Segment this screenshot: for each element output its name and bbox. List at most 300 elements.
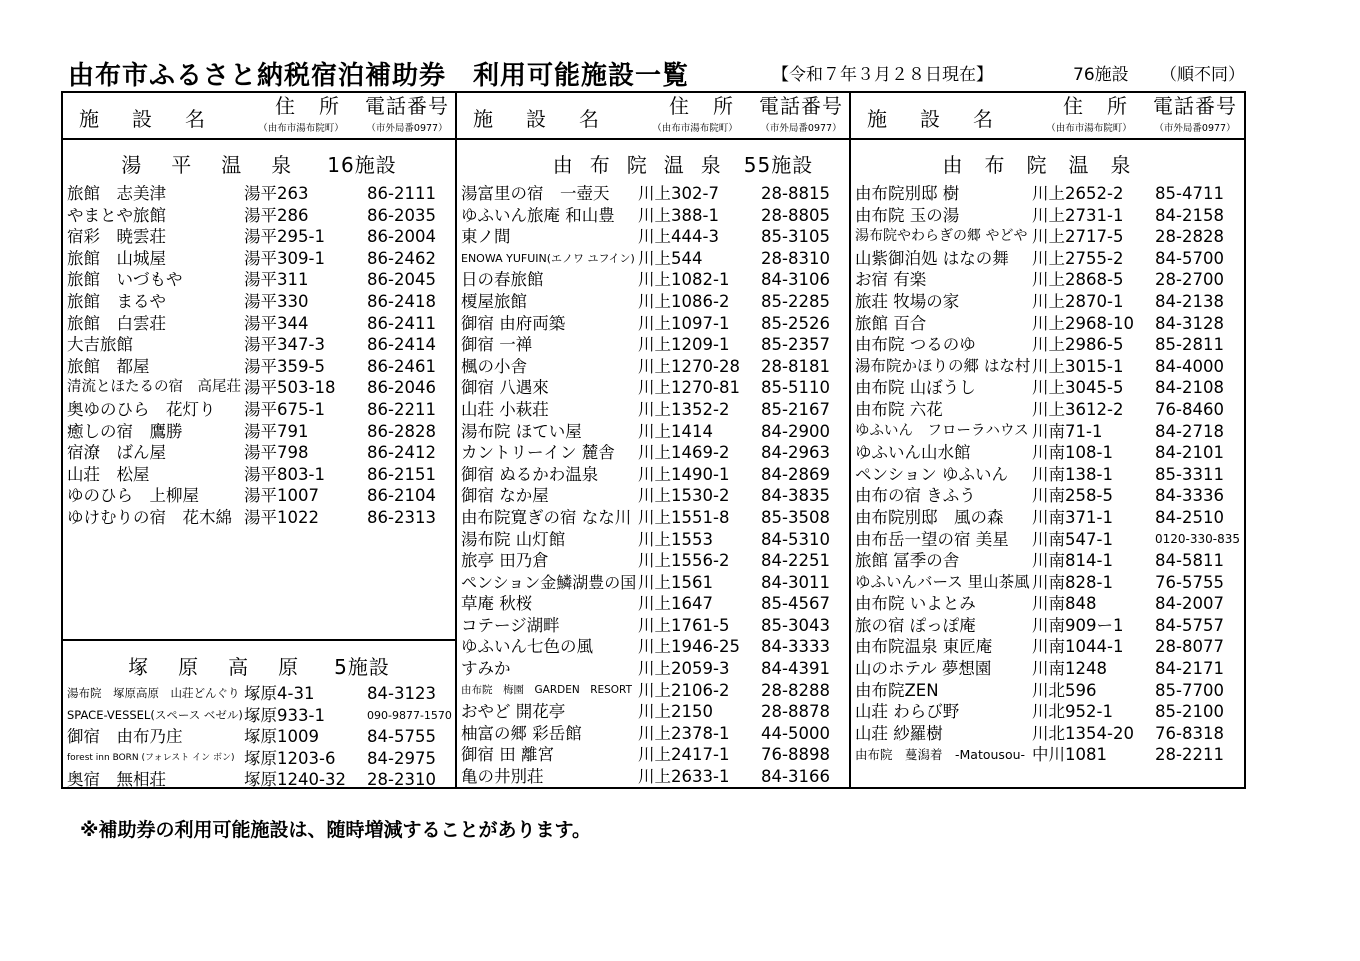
facility-name: 山荘 松屋 [67,464,150,484]
facility-name: ペンション金鱗湖豊の国 [461,572,637,592]
facility-address: 湯平1022 [244,507,319,527]
facility-phone: 84-4000 [1155,356,1224,376]
facility-name: 癒しの宿 鷹勝 [67,421,183,441]
facility-address: 川上2106-2 [638,680,730,700]
facility-phone: 28-2310 [367,770,436,790]
facility-name: 由布院寛ぎの宿 なな川 [461,507,632,527]
facility-address: 川南1248 [1032,659,1107,679]
facility-row [63,291,455,313]
facility-row [457,464,849,486]
facility-phone: 28-8077 [1155,637,1224,657]
facility-phone: 84-2869 [761,464,830,484]
facility-row [63,183,455,205]
header-name: 施設名 [79,107,238,131]
facility-phone: 84-5755 [367,727,436,747]
header-address-sub: （由布市湯布院町） [652,123,738,134]
facility-address: 湯平330 [244,291,309,311]
facility-name: 草庵 秋桜 [461,594,533,614]
facility-address: 川上2652-2 [1032,184,1124,203]
header-phone-sub: （市外局番0977） [760,123,842,134]
facility-row [851,421,1244,443]
facility-row [63,269,455,291]
header-phone-label: 電話番号 [759,94,843,118]
facility-row [457,701,849,723]
facility-phone: 85-3105 [761,227,830,247]
facility-row [63,248,455,270]
facility-row [851,248,1244,270]
facility-phone: 28-8815 [761,184,830,203]
facility-name: 奥宿 無相荘 [67,770,166,790]
facility-address: 塚原1009 [244,727,319,747]
facility-row [851,334,1244,356]
facility-name: 湯布院 ほてい屋 [461,421,582,441]
facility-row [63,507,455,529]
facility-phone: 85-2811 [1155,335,1224,355]
facility-name: 御宿 なか屋 [461,486,549,506]
facility-phone: 84-2101 [1155,443,1224,463]
facility-phone: 84-3128 [1155,313,1224,333]
facility-phone: 28-8181 [761,356,830,376]
facility-address: 湯平359-5 [244,356,325,376]
facility-name: 山荘 小萩荘 [461,399,549,419]
facility-row [851,226,1244,248]
facility-row [851,701,1244,723]
facility-name: ゆふいん七色の風 [461,637,593,657]
facility-name: 旅館 白雲荘 [67,313,166,333]
facility-phone: 86-2211 [367,399,436,419]
header-address [1039,94,1151,134]
as-of-date: 【令和７年３月２８日現在】 [772,65,993,85]
facility-name: 奥ゆのひら 花灯り [67,399,216,419]
facility-phone: 76-8898 [761,745,830,765]
facility-row [851,529,1244,551]
facility-address: 塚原4-31 [244,684,315,703]
facility-name: SPACE-VESSEL(スペース ベゼル) [67,707,243,722]
facility-address: 川南258-5 [1032,486,1113,506]
section-name: 由布院温泉 [552,153,738,177]
facility-address: 湯平311 [244,270,309,290]
header-phone-label: 電話番号 [365,94,449,118]
facility-address: 川上544 [638,248,703,268]
facility-phone: 86-2111 [367,184,436,203]
facility-row [457,291,849,313]
facility-row [851,572,1244,594]
header-phone [753,94,849,134]
facility-phone: 84-2158 [1155,205,1224,225]
facility-name: 御宿 一禅 [461,335,533,355]
facility-name: 旅館 百合 [855,313,927,333]
header-address [251,94,363,134]
section-title-tsukahara [63,651,455,680]
facility-address: 川南828-1 [1032,572,1113,592]
facility-row [457,572,849,594]
column-header [851,93,1244,140]
facility-phone: 86-2046 [367,378,436,398]
facility-address: 川上2755-2 [1032,248,1124,268]
column-3 [851,93,1244,787]
facility-name: 清流とほたるの宿 高尾荘 [67,379,241,396]
facility-name: 由布院 梅園 GARDEN RESORT [461,683,632,696]
facility-address: 川上1352-2 [638,399,730,419]
facility-name: 東ノ間 [461,227,511,247]
facility-phone: 28-2211 [1155,745,1224,765]
facility-phone: 84-2171 [1155,659,1224,679]
facility-address: 川上2731-1 [1032,205,1124,225]
facility-name: 大吉旅館 [67,335,133,355]
facility-address: 川上1647 [638,594,713,614]
facility-phone: 76-5755 [1155,572,1224,592]
facility-row [457,269,849,291]
facility-phone: 84-2108 [1155,378,1224,398]
facility-row [457,442,849,464]
section-count: 5施設 [334,655,390,679]
facility-name: ゆのひら 上柳屋 [67,486,199,506]
facility-row [63,399,455,421]
facility-row [63,485,455,507]
facility-address: 川南371-1 [1032,507,1113,527]
facility-name: 旅亭 田乃倉 [461,551,549,571]
facility-name: 榎屋旅館 [461,291,527,311]
facility-name: ゆふいん フローラハウス [855,422,1029,439]
header-name: 施設名 [473,107,632,131]
facility-phone: 86-2418 [367,291,436,311]
facility-phone: 85-2526 [761,313,830,333]
facility-row [457,529,849,551]
facility-phone: 85-5110 [761,378,830,398]
facility-address: 川上1270-28 [638,356,740,376]
rows-yufuin-cont [851,183,1244,766]
page-title: 由布市ふるさと納税宿泊補助券 利用可能施設一覧 [68,61,690,91]
facility-name: ゆけむりの宿 花木綿 [67,507,232,527]
facility-phone: 86-2035 [367,205,436,225]
facility-address: 川上2150 [638,702,713,722]
facility-row [851,399,1244,421]
facility-phone: 84-3011 [761,572,830,592]
facility-name: 宿彩 暁雲荘 [67,227,166,247]
facility-name: ゆふいん旅庵 和山豊 [461,205,615,225]
facility-phone: 28-2828 [1155,227,1224,247]
facility-row [851,550,1244,572]
facility-name: 亀の井別荘 [461,767,544,787]
facility-name: ENOWA YUFUIN(エノワ ユフイン) [461,251,635,265]
facility-row [851,680,1244,702]
facility-address: 湯平295-1 [244,227,325,247]
facility-name: 旅館 志美津 [67,184,166,203]
facility-row [457,744,849,766]
header-address-label: 住所 [669,94,757,118]
facility-name: お宿 有楽 [855,270,927,290]
facility-row [63,442,455,464]
facility-phone: 44-5000 [761,723,830,743]
facility-address: 川上1561 [638,572,713,592]
facility-address: 川上1761-5 [638,615,730,635]
facility-name: 旅館 都屋 [67,356,150,376]
header-address-label: 住所 [1063,94,1151,118]
facility-address: 川上1469-2 [638,443,730,463]
facility-phone: 84-2963 [761,443,830,463]
facility-row [457,485,849,507]
facility-phone: 84-3333 [761,637,830,657]
section-title-yufuin-cont [851,149,1244,178]
facility-row [851,313,1244,335]
facility-phone: 84-4391 [761,659,830,679]
facility-phone: 84-3336 [1155,486,1224,506]
facility-row [851,636,1244,658]
facility-address: 川南1044-1 [1032,637,1124,657]
facility-address: 塚原1240-32 [244,770,346,790]
facility-phone: 84-5700 [1155,248,1224,268]
facility-address: 川上1556-2 [638,551,730,571]
facility-phone: 84-2251 [761,551,830,571]
facility-table [61,91,1246,789]
facility-address: 川上1209-1 [638,335,730,355]
facility-name: 湯布院 塚原高原 山荘どんぐり [67,686,240,700]
facility-row [63,748,455,770]
facility-phone: 86-2461 [367,356,436,376]
facility-address: 湯平344 [244,313,309,333]
facility-address: 塚原933-1 [244,705,325,725]
facility-phone: 86-2412 [367,443,436,463]
section-title-yunohira [63,149,455,178]
facility-address: 川上2870-1 [1032,291,1124,311]
facility-row [851,269,1244,291]
facility-name: ゆふいんバース 里山茶風 [855,572,1030,591]
facility-row [457,205,849,227]
order-note: （順不同） [1160,65,1245,85]
facility-row [851,356,1244,378]
facility-phone: 86-2151 [367,464,436,484]
facility-phone: 76-8318 [1155,723,1224,743]
facility-name: カントリーイン 麓舎 [461,443,615,463]
facility-address: 川上2417-1 [638,745,730,765]
facility-address: 川南547-1 [1032,529,1113,549]
facility-address: 川上2986-5 [1032,335,1124,355]
facility-row [851,744,1244,766]
facility-phone: 28-2700 [1155,270,1224,290]
facility-row [851,183,1244,205]
section-count: 55施設 [743,153,814,177]
facility-phone: 85-2100 [1155,702,1224,722]
column-1 [63,93,457,790]
facility-row [851,377,1244,399]
facility-row [63,769,455,791]
column-header [63,93,455,140]
facility-row [457,334,849,356]
facility-address: 川南848 [1032,594,1097,614]
facility-name: 御宿 由府両築 [461,313,566,333]
facility-name: 山のホテル 夢想園 [855,659,992,679]
header-address-sub: （由布市湯布院町） [258,123,344,134]
facility-address: 湯平309-1 [244,248,325,268]
facility-phone: 0120-330-835 [1155,531,1241,546]
facility-row [457,658,849,680]
header-address-sub: （由布市湯布院町） [1046,123,1132,134]
facility-phone: 84-2718 [1155,421,1224,441]
facility-row [851,507,1244,529]
facility-row [851,485,1244,507]
facility-name: 旅館 冨季の舎 [855,551,960,571]
facility-phone: 84-2138 [1155,291,1224,311]
facility-address: 川上2633-1 [638,767,730,787]
facility-address: 川上1414 [638,421,713,441]
facility-address: 湯平1007 [244,486,319,506]
facility-name: 御宿 八遇來 [461,378,549,398]
facility-phone: 86-2414 [367,335,436,355]
facility-phone: 28-8878 [761,702,830,722]
facility-address: 川上388-1 [638,205,719,225]
facility-row [851,291,1244,313]
facility-row [63,313,455,335]
rows-tsukahara [63,683,455,791]
facility-row [457,766,849,788]
facility-phone: 86-2313 [367,507,436,527]
header-name: 施設名 [867,107,1026,131]
header-phone-label: 電話番号 [1153,94,1237,118]
facility-name: 宿潦 ばん屋 [67,443,166,463]
facility-row [63,683,455,705]
rows-yufuin [457,183,849,788]
facility-address: 川上3045-5 [1032,378,1124,398]
section-name: 由布院温泉 [942,153,1153,177]
header-address [645,94,757,134]
facility-phone: 84-5757 [1155,615,1224,635]
facility-phone: 86-2045 [367,270,436,290]
facility-address: 湯平347-3 [244,335,325,355]
facility-row [457,183,849,205]
facility-address: 川上2968-10 [1032,313,1134,333]
facility-phone: 85-4711 [1155,184,1224,203]
facility-name: 山荘 紗羅樹 [855,723,943,743]
facility-address: 川南909ー1 [1032,615,1124,635]
facility-name: 湯布院かほりの郷 はな村 [855,356,1031,375]
facility-address: 川南138-1 [1032,464,1113,484]
facility-name: コテージ湖畔 [461,615,560,635]
facility-row [851,658,1244,680]
facility-phone: 28-8310 [761,248,830,268]
facility-row [457,680,849,702]
facility-address: 湯平675-1 [244,399,325,419]
facility-address: 川上3612-2 [1032,399,1124,419]
facility-name: 旅の宿 ぽっぽ庵 [855,615,976,635]
facility-phone: 76-8460 [1155,399,1224,419]
facility-phone: 85-7700 [1155,680,1224,700]
facility-address: 湯平791 [244,421,309,441]
facility-phone: 84-2510 [1155,507,1224,527]
facility-row [457,248,849,270]
facility-address: 川上3015-1 [1032,356,1124,376]
facility-address: 川上1946-25 [638,637,740,657]
facility-phone: 85-2285 [761,291,830,311]
facility-name: 日の春旅館 [461,270,544,290]
facility-row [457,723,849,745]
facility-address: 川上1553 [638,529,713,549]
facility-name: 由布院 いよとみ [855,594,976,614]
facility-phone: 86-2828 [367,421,436,441]
facility-row [457,421,849,443]
facility-name: 旅荘 牧場の家 [855,291,960,311]
facility-address: 川上2378-1 [638,723,730,743]
facility-address: 川北1354-20 [1032,723,1134,743]
facility-row [457,636,849,658]
facility-phone: 85-3043 [761,615,830,635]
rows-yunohira [63,183,455,529]
facility-row [63,356,455,378]
facility-row [457,615,849,637]
facility-row [63,334,455,356]
header-phone-sub: （市外局番0977） [1154,123,1236,134]
facility-address: 湯平286 [244,205,309,225]
facility-name: ペンション ゆふいん [855,464,1009,484]
facility-row [851,723,1244,745]
facility-name: やまとや旅館 [67,205,166,225]
facility-name: 湯富里の宿 一壺天 [461,184,610,203]
facility-row [457,356,849,378]
section-title-yufuin [457,149,849,178]
facility-phone: 28-8805 [761,205,830,225]
facility-phone: 85-4567 [761,594,830,614]
facility-address: 川南71-1 [1032,421,1103,441]
facility-row [457,226,849,248]
facility-row [457,507,849,529]
facility-name: 御宿 田 離宮 [461,745,554,765]
header-phone [1147,94,1243,134]
facility-row [851,442,1244,464]
facility-name: 由布院 つるのゆ [855,335,976,355]
facility-row [63,464,455,486]
facility-phone: 84-3106 [761,270,830,290]
facility-address: 川上444-3 [638,227,719,247]
facility-address: 川北596 [1032,680,1097,700]
facility-name: 由布院 蔓潟着 -Matousou- [855,747,1026,763]
facility-phone: 84-2007 [1155,594,1224,614]
header-phone [359,94,455,134]
facility-name: 旅館 山城屋 [67,248,166,268]
facility-address: 川上1551-8 [638,507,730,527]
facility-row [851,464,1244,486]
facility-row [851,593,1244,615]
facility-name: 由布院 玉の湯 [855,205,960,225]
facility-phone: 28-8288 [761,680,830,700]
facility-address: 川上2717-5 [1032,227,1124,247]
facility-address: 塚原1203-6 [244,748,336,768]
facility-address: 湯平263 [244,184,309,203]
facility-phone: 84-3166 [761,767,830,787]
facility-phone: 85-2167 [761,399,830,419]
facility-phone: 85-3508 [761,507,830,527]
facility-name: 山荘 わらび野 [855,702,960,722]
facility-address: 川上1086-2 [638,291,730,311]
facility-name: 旅館 いづもや [67,270,183,290]
facility-name: 由布院ZEN [855,680,939,700]
facility-name: 楓の小舎 [461,356,527,376]
facility-address: 川上1530-2 [638,486,730,506]
facility-row [457,313,849,335]
facility-phone: 85-3311 [1155,464,1224,484]
facility-name: おやど 開花亭 [461,702,566,722]
section-count: 16施設 [327,153,397,177]
section-name: 塚原高原 [128,655,329,679]
facility-phone: 86-2411 [367,313,436,333]
facility-row [63,726,455,748]
facility-row [851,615,1244,637]
facility-row [457,377,849,399]
facility-row [63,377,455,399]
footer-note: ※補助券の利用可能施設は、随時増減することがあります。 [80,819,591,841]
facility-phone: 86-2462 [367,248,436,268]
facility-phone: 85-2357 [761,335,830,355]
facility-name: 由布院別邸 風の森 [855,507,1004,527]
facility-name: 由布の宿 きふう [855,486,976,506]
